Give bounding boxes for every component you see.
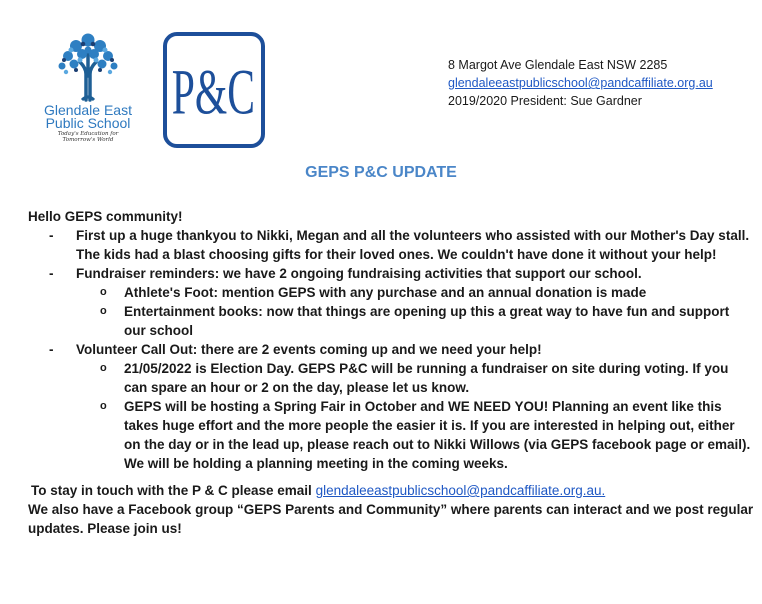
item-text: Fundraiser reminders: we have 2 ongoing fundraising activities that support our school. xyxy=(76,266,642,281)
school-tagline xyxy=(36,131,140,143)
address-street: 8 Margot Ave Glendale East NSW 2285 xyxy=(448,58,668,72)
sub-bullet-marker: o xyxy=(100,305,107,317)
contact-prefix: To stay in touch with the P & C please email xyxy=(31,483,316,498)
school-name-line1: Glendale East xyxy=(44,102,132,118)
pc-logo xyxy=(163,32,265,148)
list-item xyxy=(28,340,754,359)
list-item xyxy=(28,226,754,264)
school-name-line2: Public School xyxy=(45,115,131,131)
pc-logo-mark xyxy=(167,36,261,144)
bullet-marker: - xyxy=(49,228,54,243)
bullet-marker: - xyxy=(49,266,54,281)
address-block xyxy=(448,56,713,110)
sub-item-text: Entertainment books: now that things are opening up this a great way to have fun and support our school xyxy=(124,304,730,338)
tree-icon xyxy=(36,30,140,102)
sub-list-item xyxy=(28,302,754,340)
bullet-marker: - xyxy=(49,342,54,357)
page-title: GEPS P&C UPDATE xyxy=(305,164,457,181)
sub-bullet-marker: o xyxy=(100,362,107,374)
address-president: 2019/2020 President: Sue Gardner xyxy=(448,94,642,108)
sub-item-text: Athlete's Foot: mention GEPS with any purchase and an annual donation is made xyxy=(124,285,647,300)
school-tagline-line1: Today's Education for xyxy=(57,131,119,137)
sub-item-text: 21/05/2022 is Election Day. GEPS P&C will be running a fundraiser on site during voting. If you can spare an hour or 2 on the day, please let us know. xyxy=(124,361,729,395)
school-tagline-line2: Tomorrow's World xyxy=(62,137,114,143)
sub-list-item xyxy=(28,359,754,397)
sub-item-text: GEPS will be hosting a Spring Fair in October and WE NEED YOU! Planning an event like this takes huge effort and the more people the easier it is. If you are interested in helping out, either on the day or in the lead up, please reach out to Nikki Willows (via GEPS facebook page or email). We will be holding a planning meeting in the coming weeks. xyxy=(124,399,751,471)
contact-email-link[interactable]: glendaleeastpublicschool@pandcaffiliate.org.au. xyxy=(315,483,606,498)
item-text: First up a huge thankyou to Nikki, Megan and all the volunteers who assisted with our Mother's Day stall. The kids had a blast choosing gifts for their loved ones. We couldn't have done it without your help! xyxy=(76,228,750,262)
greeting: Hello GEPS community! xyxy=(28,209,183,224)
address-email-link[interactable]: glendaleeastpublicschool@pandcaffiliate.org.au xyxy=(448,76,713,90)
school-logo xyxy=(36,30,144,148)
sub-bullet-marker: o xyxy=(100,286,107,298)
newsletter-body xyxy=(28,207,754,538)
contact-line xyxy=(28,481,754,500)
sub-list-item xyxy=(28,283,754,302)
school-name xyxy=(36,104,140,130)
facebook-paragraph: We also have a Facebook group “GEPS Parents and Community” where parents can interact and we post regular updates. Please join us! xyxy=(28,502,754,536)
sub-bullet-marker: o xyxy=(100,400,107,412)
item-text: Volunteer Call Out: there are 2 events coming up and we need your help! xyxy=(76,342,542,357)
sub-list-item xyxy=(28,397,754,473)
pc-logo-text: P&C xyxy=(171,55,256,128)
list-item xyxy=(28,264,754,283)
